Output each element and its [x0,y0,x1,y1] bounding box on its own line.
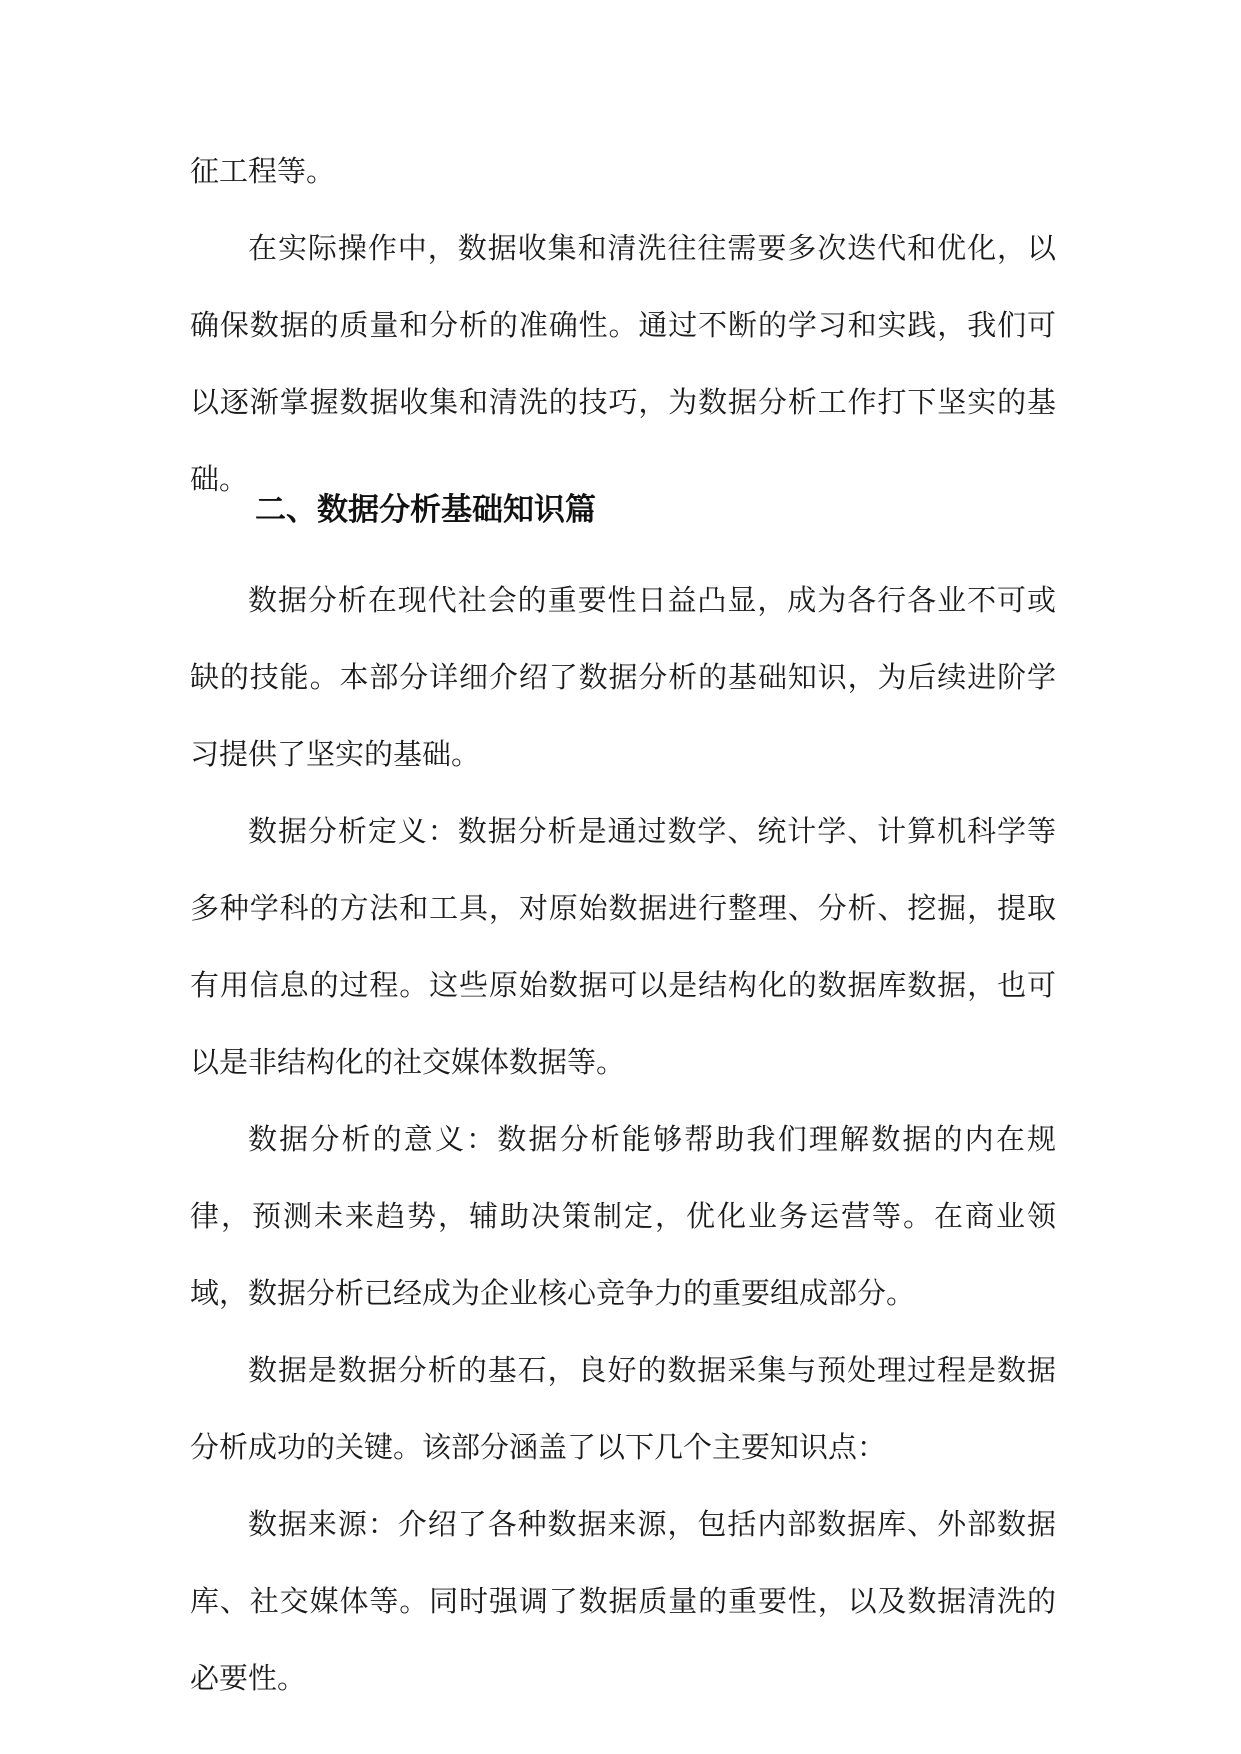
paragraph-significance: 数据分析的意义：数据分析能够帮助我们理解数据的内在规律，预测未来趋势，辅助决策制定，优化业务运营等。在商业领域，数据分析已经成为企业核心竞争力的重要组成部分。 [190,1122,1056,1310]
paragraph-definition: 数据分析定义：数据分析是通过数学、统计学、计算机科学等多种学科的方法和工具，对原始数据进行整理、分析、挖掘，提取有用信息的过程。这些原始数据可以是结构化的数据库数据，也可以是非结构化的社交媒体数据等。 [190,814,1056,1079]
paragraph-continuation: 征工程等。 [190,154,336,188]
paragraph-sources: 数据来源：介绍了各种数据来源，包括内部数据库、外部数据库、社交媒体等。同时强调了数据质量的重要性，以及数据清洗的必要性。 [190,1507,1056,1695]
paragraph-iteration: 在实际操作中，数据收集和清洗往往需要多次迭代和优化，以确保数据的质量和分析的准确性。通过不断的学习和实践，我们可以逐渐掌握数据收集和清洗的技巧，为数据分析工作打下坚实的基础。 [190,231,1056,496]
paragraph-foundation: 数据是数据分析的基石，良好的数据采集与预处理过程是数据分析成功的关键。该部分涵盖了以下几个主要知识点： [190,1353,1056,1464]
paragraph-intro: 数据分析在现代社会的重要性日益凸显，成为各行各业不可或缺的技能。本部分详细介绍了数据分析的基础知识，为后续进阶学习提供了坚实的基础。 [190,583,1056,771]
section-heading: 二、数据分析基础知识篇 [255,492,596,528]
